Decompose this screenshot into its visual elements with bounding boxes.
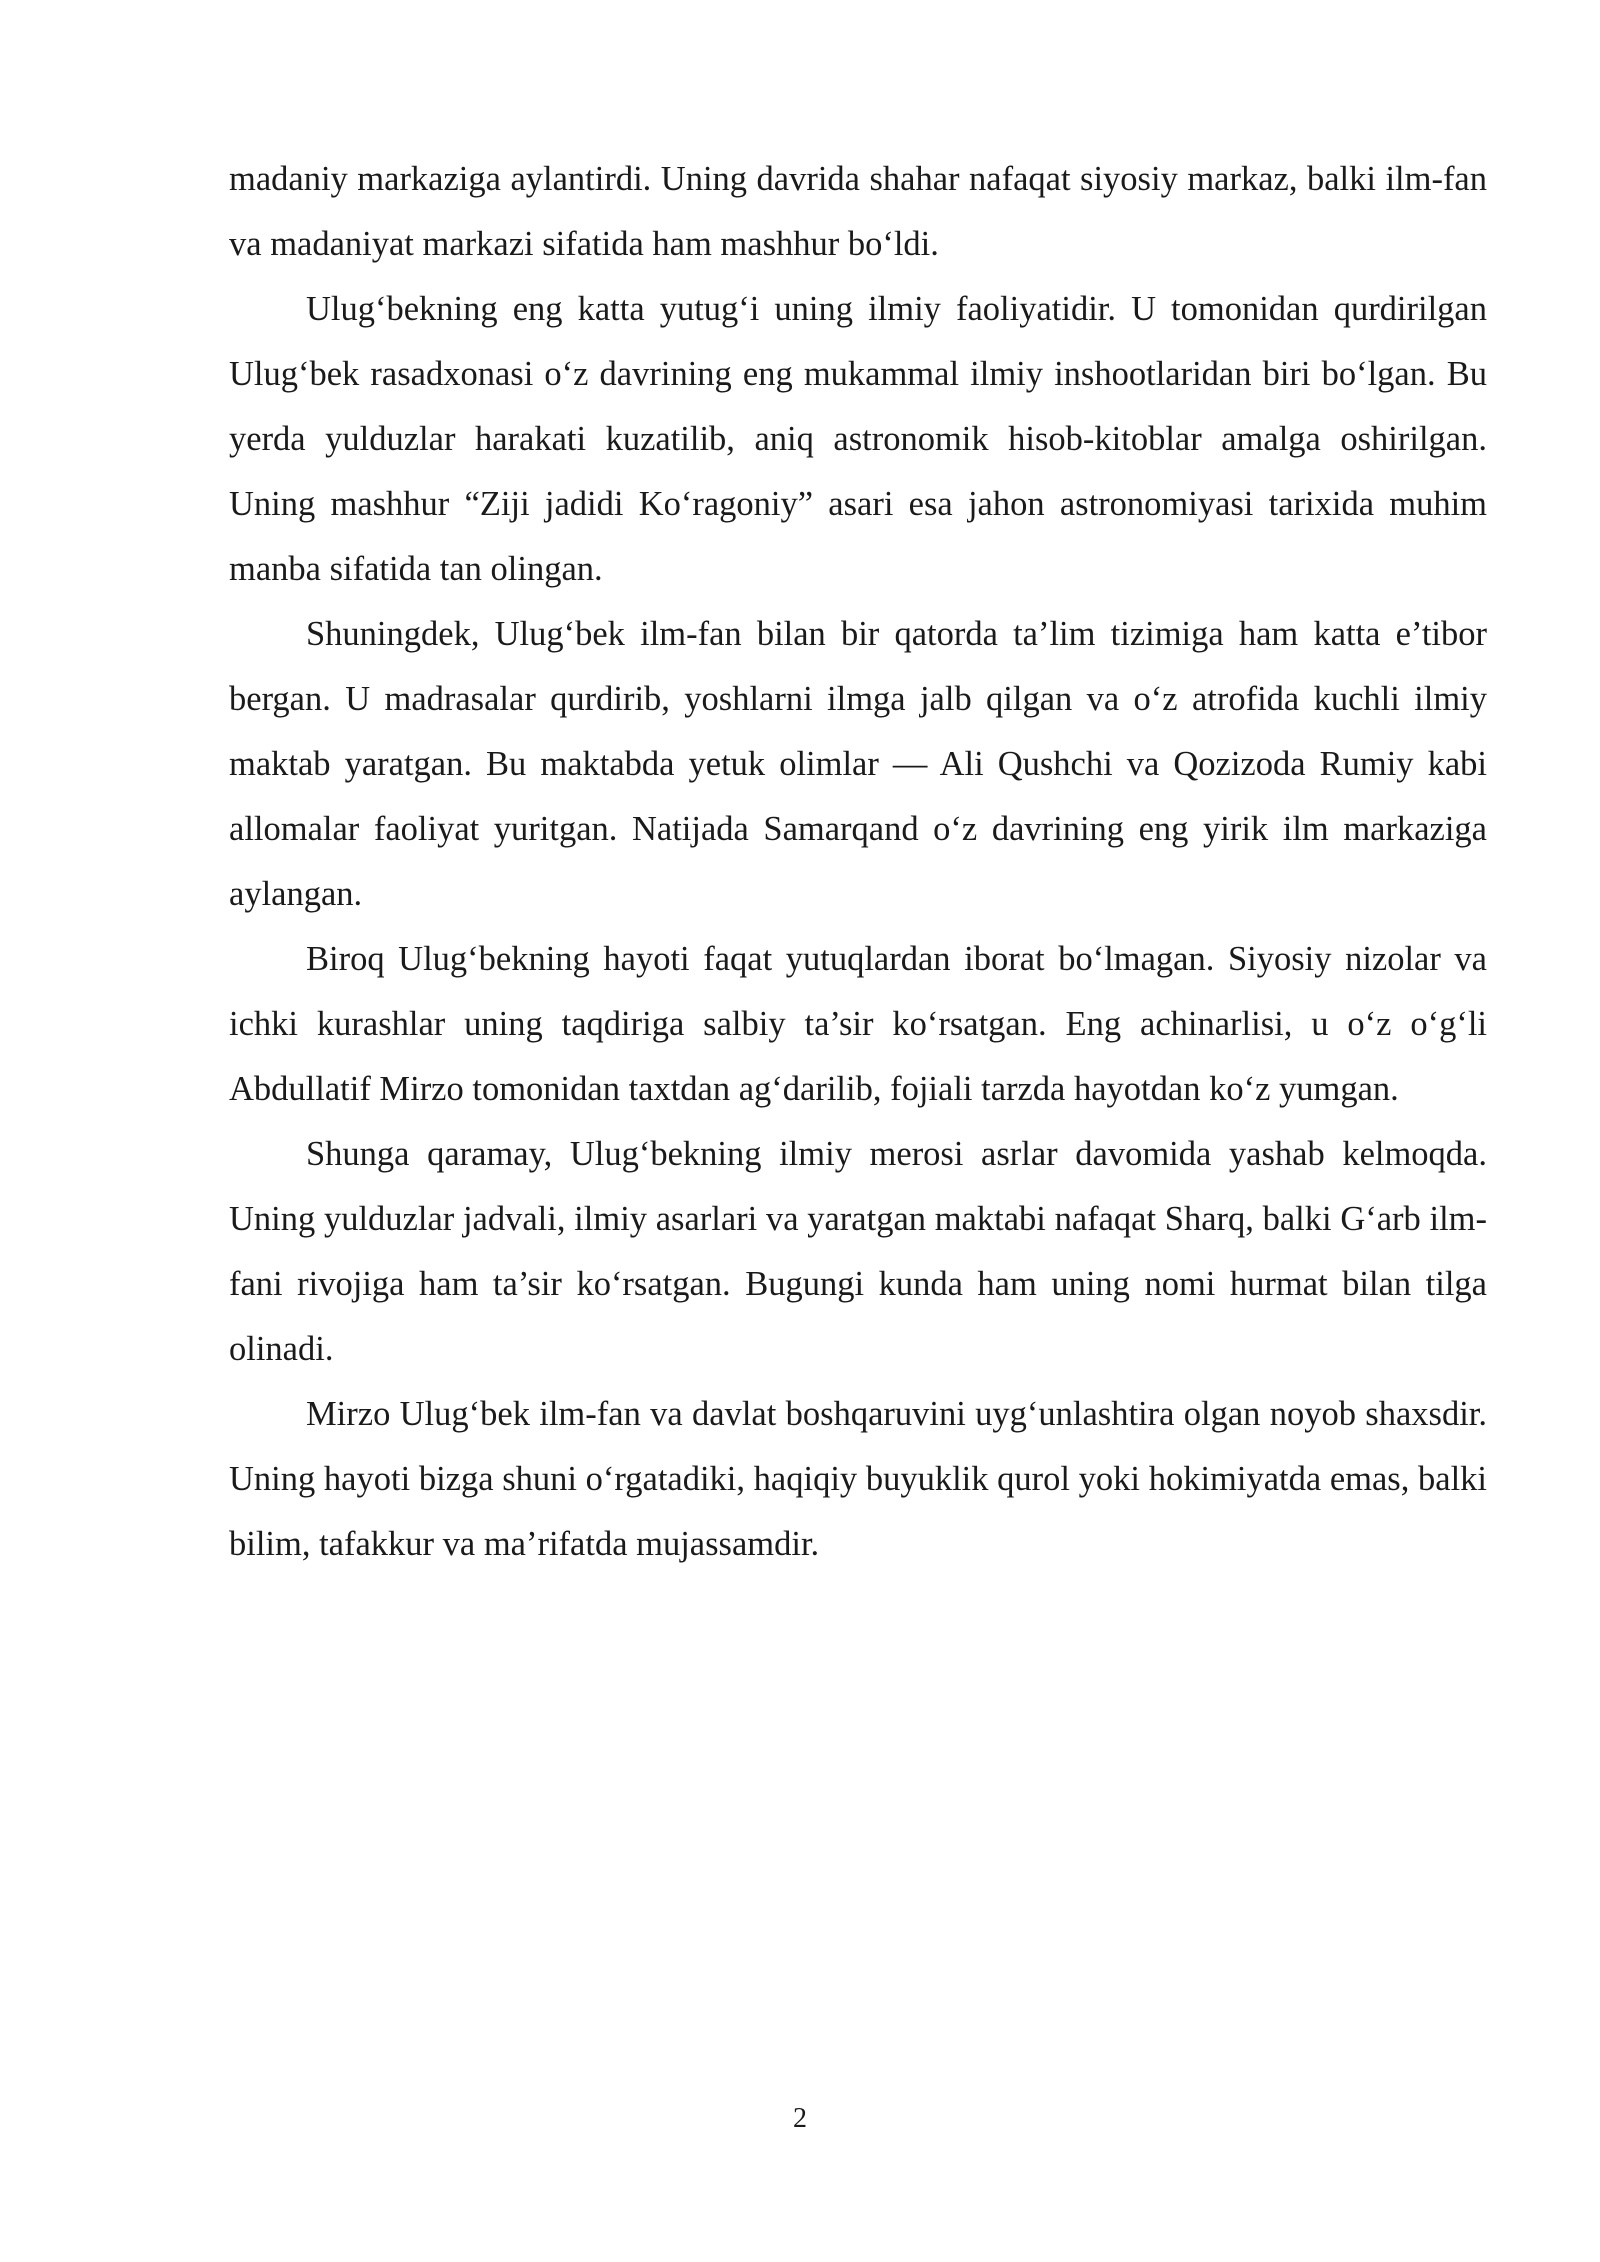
paragraph-continuation: madaniy markaziga aylantirdi. Uning davrida shahar nafaqat siyosiy markaz, balki ilm-fan va madaniyat markazi sifatida ham mashhur bo‘ldi.	[229, 160, 1487, 263]
paragraph-conclusion: Mirzo Ulug‘bek ilm-fan va davlat boshqaruvini uyg‘unlashtira olgan noyob shaxsdir. Uning hayoti bizga shuni o‘rgatadiki, haqiqiy buyuklik qurol yoki hokimiyatda emas, balki bilim, tafakkur va ma’rifatda mujassamdir.	[229, 1395, 1487, 1563]
document-body	[229, 147, 1487, 1577]
paragraph-legacy: Shunga qaramay, Ulug‘bekning ilmiy merosi asrlar davomida yashab kelmoqda. Uning yulduzlar jadvali, ilmiy asarlari va yaratgan maktabi nafaqat Sharq, balki G‘arb ilm-fani rivojiga ham ta’sir ko‘rsatgan. Bugungi kunda ham uning nomi hurmat bilan tilga olinadi.	[229, 1135, 1487, 1368]
page-number: 2	[793, 2103, 807, 2134]
paragraph-observatory: Ulug‘bekning eng katta yutug‘i uning ilmiy faoliyatidir. U tomonidan qurdirilgan Ulug‘bek rasadxonasi o‘z davrining eng mukammal ilmiy inshootlaridan biri bo‘lgan. Bu yerda yulduzlar harakati kuzatilib, aniq astronomik hisob-kitoblar amalga oshirilgan. Uning mashhur “Ziji jadidi Ko‘ragoniy” asari esa jahon astronomiyasi tarixida muhim manba sifatida tan olingan.	[229, 290, 1487, 588]
paragraph-conflicts: Biroq Ulug‘bekning hayoti faqat yutuqlardan iborat bo‘lmagan. Siyosiy nizolar va ichki kurashlar uning taqdiriga salbiy ta’sir ko‘rsatgan. Eng achinarlisi, u o‘z o‘g‘li Abdullatif Mirzo tomonidan taxtdan ag‘darilib, fojiali tarzda hayotdan ko‘z yumgan.	[229, 940, 1487, 1108]
paragraph-education: Shuningdek, Ulug‘bek ilm-fan bilan bir qatorda ta’lim tizimiga ham katta e’tibor bergan. U madrasalar qurdirib, yoshlarni ilmga jalb qilgan va o‘z atrofida kuchli ilmiy maktab yaratgan. Bu maktabda yetuk olimlar — Ali Qushchi va Qozizoda Rumiy kabi allomalar faoliyat yuritgan. Natijada Samarqand o‘z davrining eng yirik ilm markaziga aylangan.	[229, 615, 1487, 913]
